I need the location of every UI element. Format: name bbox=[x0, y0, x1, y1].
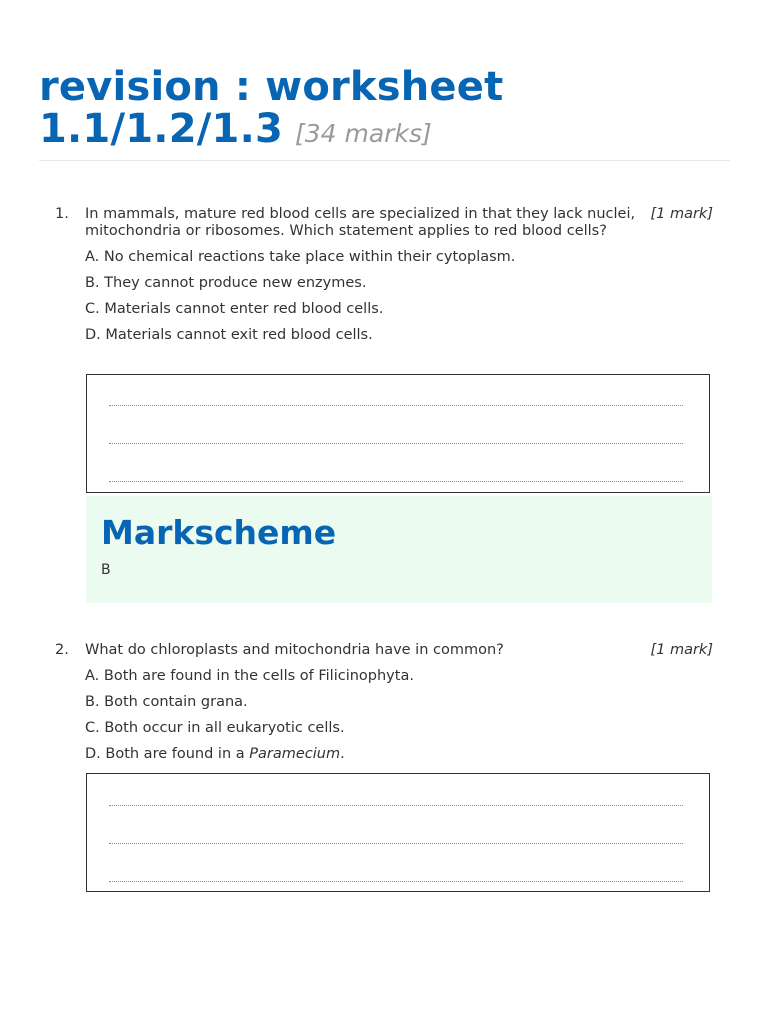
question-number: 2. bbox=[55, 642, 69, 658]
answer-line[interactable] bbox=[109, 805, 683, 806]
answer-line[interactable] bbox=[109, 843, 683, 844]
option-b: B. They cannot produce new enzymes. bbox=[85, 275, 367, 291]
option-c: C. Both occur in all eukaryotic cells. bbox=[85, 720, 345, 736]
option-list bbox=[85, 668, 715, 772]
question-2 bbox=[55, 642, 715, 772]
question-1 bbox=[55, 206, 715, 353]
answer-box-2[interactable] bbox=[86, 773, 710, 892]
title-line-1: revision : worksheet bbox=[39, 64, 504, 110]
page-title bbox=[39, 66, 730, 155]
total-marks-label: [34 marks] bbox=[295, 119, 432, 148]
answer-line[interactable] bbox=[109, 405, 683, 406]
markscheme-answer: B bbox=[101, 562, 111, 578]
question-marks: [1 mark] bbox=[650, 206, 713, 222]
header-divider bbox=[39, 160, 730, 161]
answer-line[interactable] bbox=[109, 443, 683, 444]
option-a: A. Both are found in the cells of Filicinophyta. bbox=[85, 668, 414, 684]
option-d-italic-term: Paramecium bbox=[249, 746, 341, 762]
question-text: What do chloroplasts and mitochondria have in common? bbox=[85, 642, 504, 658]
option-list bbox=[85, 249, 715, 353]
markscheme-panel bbox=[86, 496, 712, 603]
question-number: 1. bbox=[55, 206, 69, 222]
option-c: C. Materials cannot enter red blood cells. bbox=[85, 301, 384, 317]
option-d: D. Materials cannot exit red blood cells. bbox=[85, 327, 373, 343]
answer-line[interactable] bbox=[109, 481, 683, 482]
option-d-prefix: D. Both are found in a bbox=[85, 746, 250, 762]
answer-line[interactable] bbox=[109, 881, 683, 882]
question-marks: [1 mark] bbox=[650, 642, 713, 658]
option-d-suffix: . bbox=[340, 746, 345, 762]
option-a: A. No chemical reactions take place within their cytoplasm. bbox=[85, 249, 516, 265]
page-header bbox=[39, 66, 730, 155]
title-line-2: 1.1/1.2/1.3 bbox=[39, 106, 283, 152]
option-d bbox=[85, 746, 715, 772]
answer-box-1[interactable] bbox=[86, 374, 710, 493]
markscheme-title: Markscheme bbox=[101, 513, 337, 552]
option-b: B. Both contain grana. bbox=[85, 694, 248, 710]
question-text: In mammals, mature red blood cells are specialized in that they lack nuclei, mitochondria or ribosomes. Which statement applies to red blood cells? bbox=[85, 206, 636, 239]
